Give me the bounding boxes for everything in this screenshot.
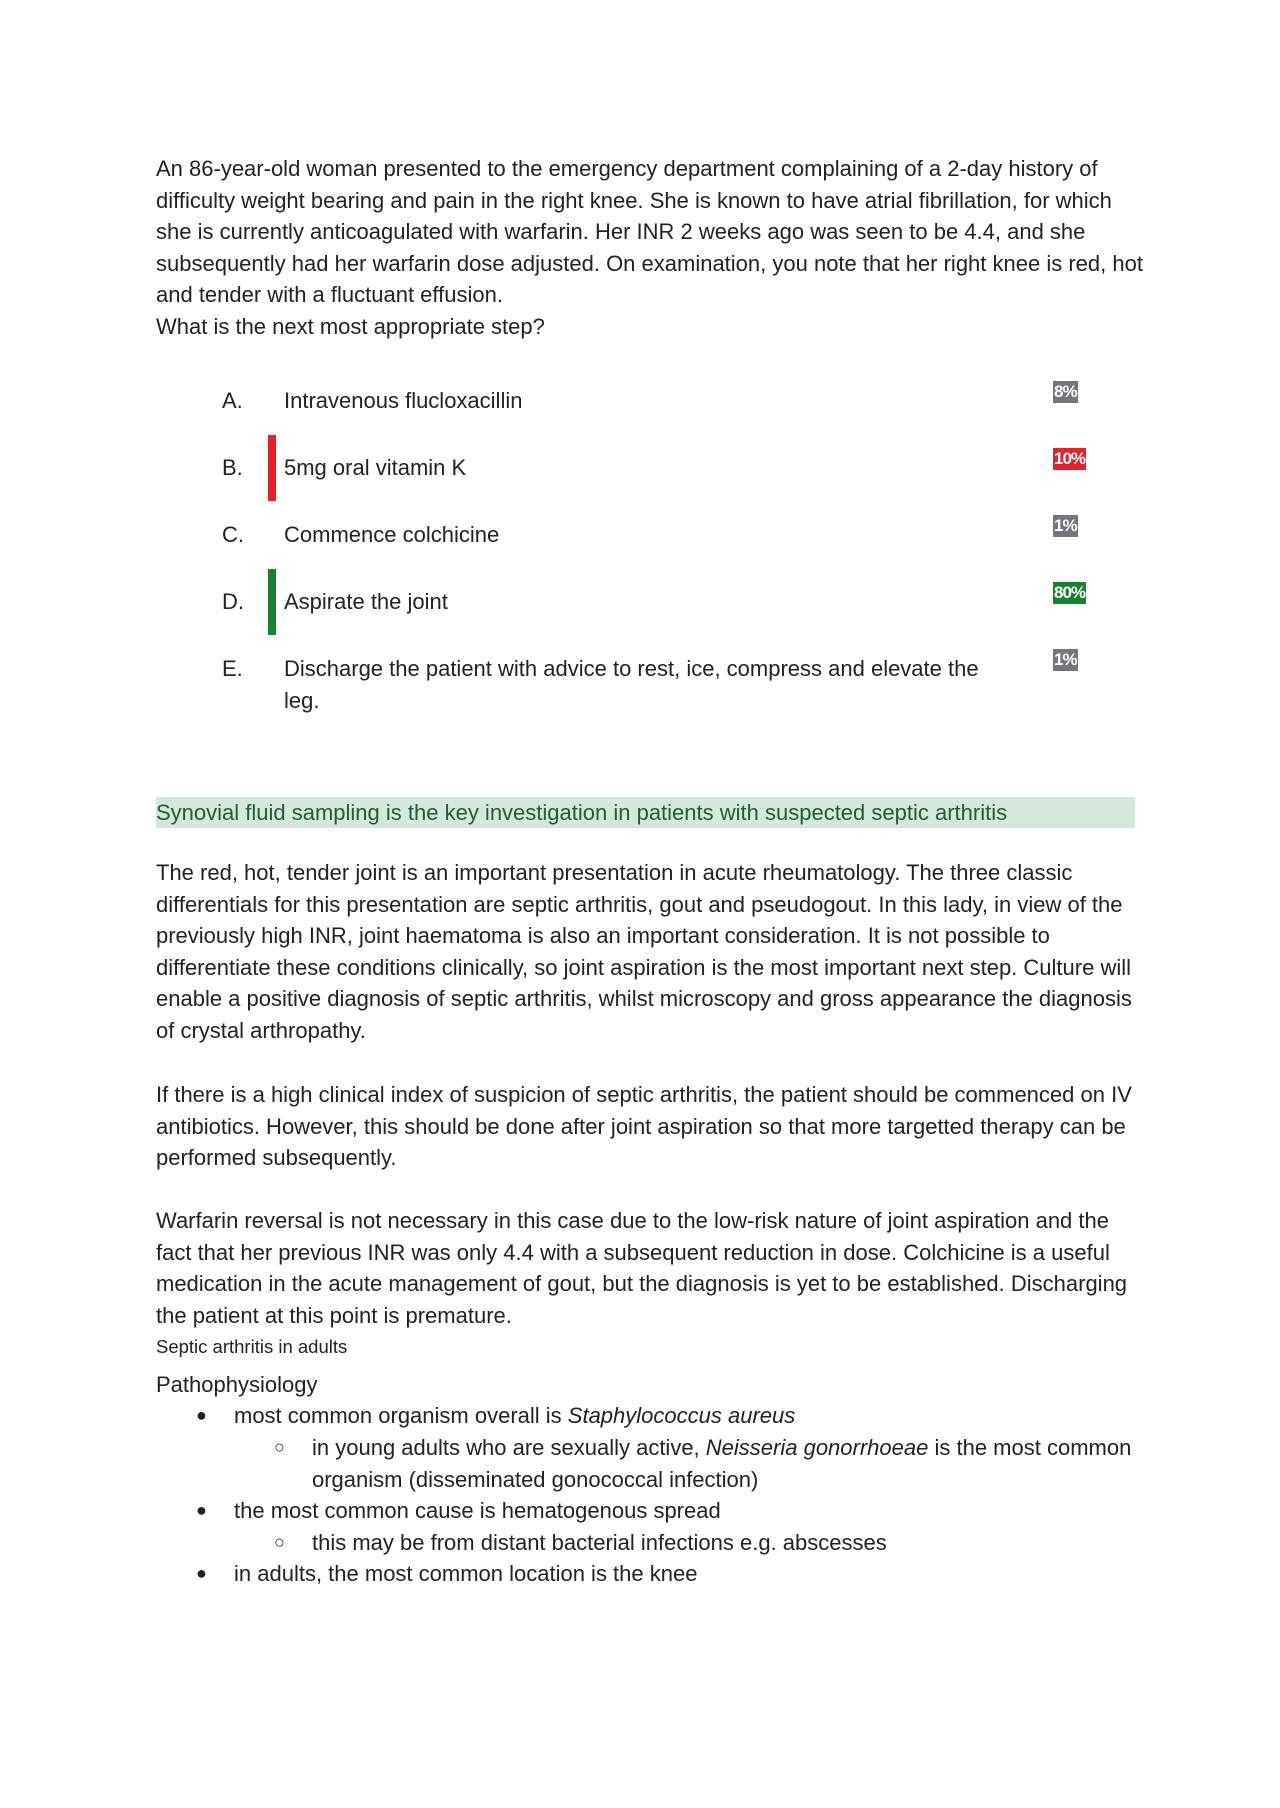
stem-text: An 86-year-old woman presented to the emergency department complaining of a 2-day history of difficulty weight bearing and pain in the right knee. She is known to have atrial fibrillation, for which she is currently anticoagulated with warfarin. Her INR 2 weeks ago was seen to be 4.4, and she subsequently had her warfarin dose adjusted. On examination, you note that her right knee is red, hot and tender with a fluctuant effusion. bbox=[156, 156, 1143, 307]
explanation-paragraph-2: If there is a high clinical index of suspicion of septic arthritis, the patient should be commenced on IV antibiotics. However, this should be done after joint aspiration so that more targetted therapy can be performed subsequently. bbox=[156, 1082, 1132, 1170]
organism-name: Neisseria gonorrhoeae bbox=[705, 1435, 929, 1460]
option-text: Intravenous flucloxacillin bbox=[284, 388, 523, 413]
answer-option[interactable] bbox=[0, 516, 1280, 585]
bullet-text: in young adults who are sexually active, bbox=[312, 1435, 706, 1460]
bullet-icon: ● bbox=[196, 1563, 207, 1583]
option-letter: A. bbox=[222, 388, 243, 413]
option-text: Discharge the patient with advice to rest, ice, compress and elevate the leg. bbox=[284, 656, 979, 713]
question-prompt: What is the next most appropriate step? bbox=[156, 313, 545, 339]
option-letter: E. bbox=[222, 656, 243, 681]
bullet-1 bbox=[234, 1400, 795, 1432]
correct-marker bbox=[268, 569, 276, 635]
percent-badge: 10% bbox=[1054, 449, 1086, 468]
option-text: Aspirate the joint bbox=[284, 589, 448, 614]
answer-option[interactable] bbox=[0, 382, 1280, 451]
option-text: 5mg oral vitamin K bbox=[284, 455, 467, 480]
percent-badge: 1% bbox=[1054, 516, 1077, 535]
key-point-highlight: Synovial fluid sampling is the key investigation in patients with suspected septic arthritis bbox=[156, 797, 1135, 828]
bullet-text: is the most common organism (disseminated gonococcal infection) bbox=[312, 1435, 1132, 1492]
option-letter: C. bbox=[222, 522, 244, 547]
sub-bullet-icon: ○ bbox=[274, 1532, 285, 1552]
percent-badge: 8% bbox=[1054, 382, 1077, 401]
answer-option[interactable] bbox=[0, 583, 1280, 652]
sub-bullet-icon: ○ bbox=[274, 1437, 285, 1457]
notes-heading: Pathophysiology bbox=[156, 1372, 318, 1397]
percent-badge: 1% bbox=[1054, 650, 1077, 669]
bullet-1a bbox=[312, 1432, 1132, 1495]
bullet-icon: ● bbox=[196, 1500, 207, 1520]
answer-option[interactable] bbox=[0, 449, 1280, 518]
question-stem bbox=[156, 153, 1146, 342]
bullet-icon: ● bbox=[196, 1405, 207, 1425]
explanation-paragraph-3: Warfarin reversal is not necessary in this case due to the low-risk nature of joint aspiration and the fact that her previous INR was only 4.4 with a subsequent reduction in dose. Colchicine is a useful medication in the acute management of gout, but the diagnosis is yet to be established. Discharging the patient at this point is premature. bbox=[156, 1208, 1128, 1328]
answer-option[interactable] bbox=[0, 650, 1280, 719]
option-letter: B. bbox=[222, 455, 243, 480]
notes-title: Septic arthritis in adults bbox=[156, 1336, 348, 1357]
bullet-3: in adults, the most common location is the knee bbox=[234, 1561, 698, 1586]
explanation-paragraph-1: The red, hot, tender joint is an important presentation in acute rheumatology. The three classic differentials for this presentation are septic arthritis, gout and pseudogout. In this lady, in view of the previously high INR, joint haematoma is also an important consideration. It is not possible to differentiate these conditions clinically, so joint aspiration is the most important next step. Culture will enable a positive diagnosis of septic arthritis, whilst microscopy and gross appearance the diagnosis of crystal arthropathy. bbox=[156, 860, 1132, 1043]
bullet-2: the most common cause is hematogenous spread bbox=[234, 1498, 721, 1523]
option-text: Commence colchicine bbox=[284, 522, 500, 547]
option-letter: D. bbox=[222, 589, 244, 614]
bullet-text: most common organism overall is bbox=[234, 1403, 568, 1428]
selected-marker bbox=[268, 435, 276, 501]
bullet-2a: this may be from distant bacterial infections e.g. abscesses bbox=[312, 1530, 887, 1555]
percent-badge: 80% bbox=[1054, 583, 1086, 602]
organism-name: Staphylococcus aureus bbox=[567, 1403, 796, 1428]
